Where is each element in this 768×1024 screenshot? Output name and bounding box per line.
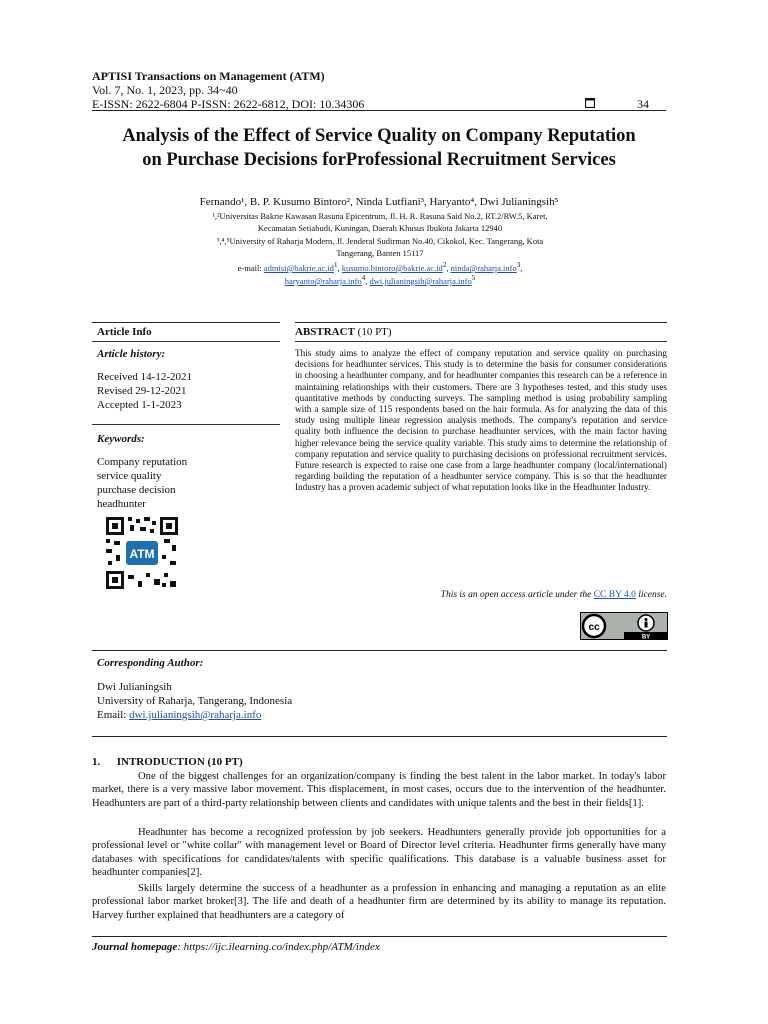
corresponding-email-label: Email: — [97, 709, 130, 721]
affiliation-1-line-2: Kecamatan Setiabudi, Kuningan, Daerah Khusus Ibukota Jakarta 12940 — [257, 223, 503, 233]
keyword-4: headhunter — [97, 498, 146, 510]
intro-paragraph-3: Skills largely determine the success of a headhunter as a profession in enhancing and managing a reputation as an elite professional labor market broker[3]. The life and death of a headhunter firm are determined by its ability to manage its reputation. Harvey further explained that headhunters are a category of — [92, 883, 666, 921]
introduction-heading: 1. INTRODUCTION (10 PT) — [92, 756, 243, 768]
revised-date: Revised 29-12-2021 — [97, 385, 187, 397]
abstract-heading-wrap — [295, 326, 392, 338]
email-line-1: e-mail: $admisi@bakrie.ac.id^1$, $kusumo.bintoro@bakrie.ac.id^2$, ninda@raharja.info$^3$, — [237, 261, 523, 273]
abstract-top-rule — [295, 322, 667, 323]
article-history-label: Article history: — [97, 348, 166, 360]
accepted-date: Accepted 1-1-2023 — [97, 399, 182, 411]
affiliation-2-line-2: Tangerang, Banten 15117 — [336, 248, 424, 258]
keywords-label: Keywords: — [97, 433, 145, 445]
svg-text:ATM: ATM — [129, 547, 155, 561]
intro-paragraph-1: One of the biggest challenges for an organization/company is finding the best talent in the labor market. In today's labor market, there is a very massive labor movement. This displacement, in most cases, occurs due to the intervention of the headhunter. Headhunters are part of a third-party relationship between clients and candidates with unique talents and the best in their fields[1]. — [92, 771, 666, 809]
qr-code — [104, 515, 180, 591]
email-sup-5: 5 — [471, 274, 476, 282]
email-link-3[interactable]: ninda@raharja.info — [450, 262, 517, 273]
header-rule — [92, 110, 666, 111]
keywords-rule — [92, 424, 280, 425]
corresponding-name: Dwi Julianingsih — [97, 681, 172, 693]
email-sup-1: 1 — [333, 261, 338, 269]
email-label: e-mail: — [237, 262, 262, 273]
email-sup-4: 4 — [361, 274, 366, 282]
paper-title — [92, 124, 666, 172]
received-date: Received 14-12-2021 — [97, 371, 192, 383]
cc-by-badge[interactable] — [580, 612, 668, 640]
footer-line — [92, 941, 380, 953]
page-number: 34 — [637, 97, 649, 111]
corresponding-email-link[interactable]: dwi.julianingsih@raharja.info — [129, 709, 262, 721]
page-box-icon — [585, 98, 595, 108]
abstract-rule — [295, 341, 667, 342]
article-info-top-rule — [92, 322, 280, 323]
footer-url[interactable]: : https://ijc.ilearning.co/index.php/ATM/index — [177, 941, 380, 953]
license-pre: This is an open access article under the — [440, 590, 594, 600]
journal-name: APTISI Transactions on Management (ATM) — [92, 69, 325, 83]
author-list: Fernando¹, B. P. Kusumo Bintoro², Ninda Lutfiani³, Haryanto⁴, Dwi Julianingsih⁵ — [199, 196, 559, 208]
footer-label: Journal homepage — [92, 941, 178, 953]
intro-paragraph-2: Headhunter has become a recognized profession by job seekers. Headhunters generally provide job opportunities for a professional level or "white collar" with management level or Board of Director level criteria. Headhunter firms generally have many databases with specifications for candidates/talents with specific qualifications. This database is a valuable business asset for headhunter companies[2]. — [92, 827, 666, 879]
info-bottom-rule — [92, 650, 667, 651]
article-info-rule — [92, 341, 280, 342]
footer-rule — [92, 936, 667, 937]
by-text: BY — [641, 634, 651, 640]
article-info-heading: Article Info — [97, 326, 152, 338]
issn-doi: E-ISSN: 2622-6804 P-ISSN: 2622-6812, DOI: 10.34306 — [92, 97, 365, 111]
email-sup-2: 2 — [442, 261, 447, 269]
email-link-4[interactable]: haryanto@raharja.info — [284, 275, 362, 286]
abstract-text: This study aims to analyze the effect of company reputation and service quality on purchasing decisions for headhunter services. This study is to determine the basis for consumer considerations in choosing a headhunter company, and for headhunter companies this research can be a reference in maintaining relationships with their customers. There are 3 hypotheses tested, and this study uses quantitative methods by conducting surveys. The sampling method is using probability sampling with a sample size of 115 respondents based on the hair formula. As for analyzing the data of this study using multiple linear regression analysis methods. The company's reputation and service quality both influence the decision to purchase headhunter services, with the main factor having higher relevance being the service quality variable. This study aims to determine the relationship of company reputation and service quality to purchasing decisions on professional recruitment services. Future research is expected to raise one case from a large headhunter company (local/international) regarding building the reputation of a headhunter service company. This is so that the headhunter Industry has a proven academic subject of what reputation looks like in the Headhunter Industry. — [295, 348, 667, 493]
email-link-5[interactable]: dwi.julianingsih@raharja.info — [369, 275, 472, 286]
keyword-2: service quality — [97, 470, 162, 482]
license-link[interactable]: CC BY 4.0 — [593, 590, 636, 600]
email-link-1[interactable]: admisi@bakrie.ac.id — [263, 262, 334, 273]
corresponding-bottom-rule — [92, 736, 667, 737]
email-sup-3: 3 — [516, 261, 521, 269]
corresponding-email-line — [97, 708, 261, 722]
license-line — [395, 590, 667, 600]
affiliation-2-line-1: ³,⁴,⁵University of Raharja Modern, Jl. Jenderal Sudirman No.40, Cikokol, Kec. Tangerang, Kota — [216, 236, 544, 246]
keyword-1: Company reputation — [97, 456, 188, 468]
corresponding-heading: Corresponding Author: — [97, 657, 204, 669]
title-line-1: Analysis of the Effect of Service Quality on Company Reputation — [122, 126, 636, 146]
keyword-3: purchase decision — [97, 484, 176, 496]
affiliation-1-line-1: ¹,²Universitas Bakrie Kawasan Rasuna Epicentrum, Jl. H. R. Rasuna Said No.2, RT.2/RW.5, Karet, — [212, 211, 548, 221]
abstract-heading: ABSTRACT — [295, 326, 355, 338]
corresponding-institution: University of Raharja, Tangerang, Indonesia — [97, 695, 293, 707]
cc-text: cc — [588, 622, 600, 633]
license-post: license. — [635, 590, 667, 600]
email-line-2: haryanto@raharja.info$^4$, dwi.julianingsih@raharja.info$^5$ — [284, 274, 476, 286]
volume-info: Vol. 7, No. 1, 2023, pp. 34~40 — [92, 83, 238, 97]
abstract-heading-size: (10 PT) — [357, 326, 392, 338]
title-line-2: on Purchase Decisions forProfessional Recruitment Services — [142, 150, 616, 170]
email-link-2[interactable]: kusumo.bintoro@bakrie.ac.id — [341, 262, 443, 273]
